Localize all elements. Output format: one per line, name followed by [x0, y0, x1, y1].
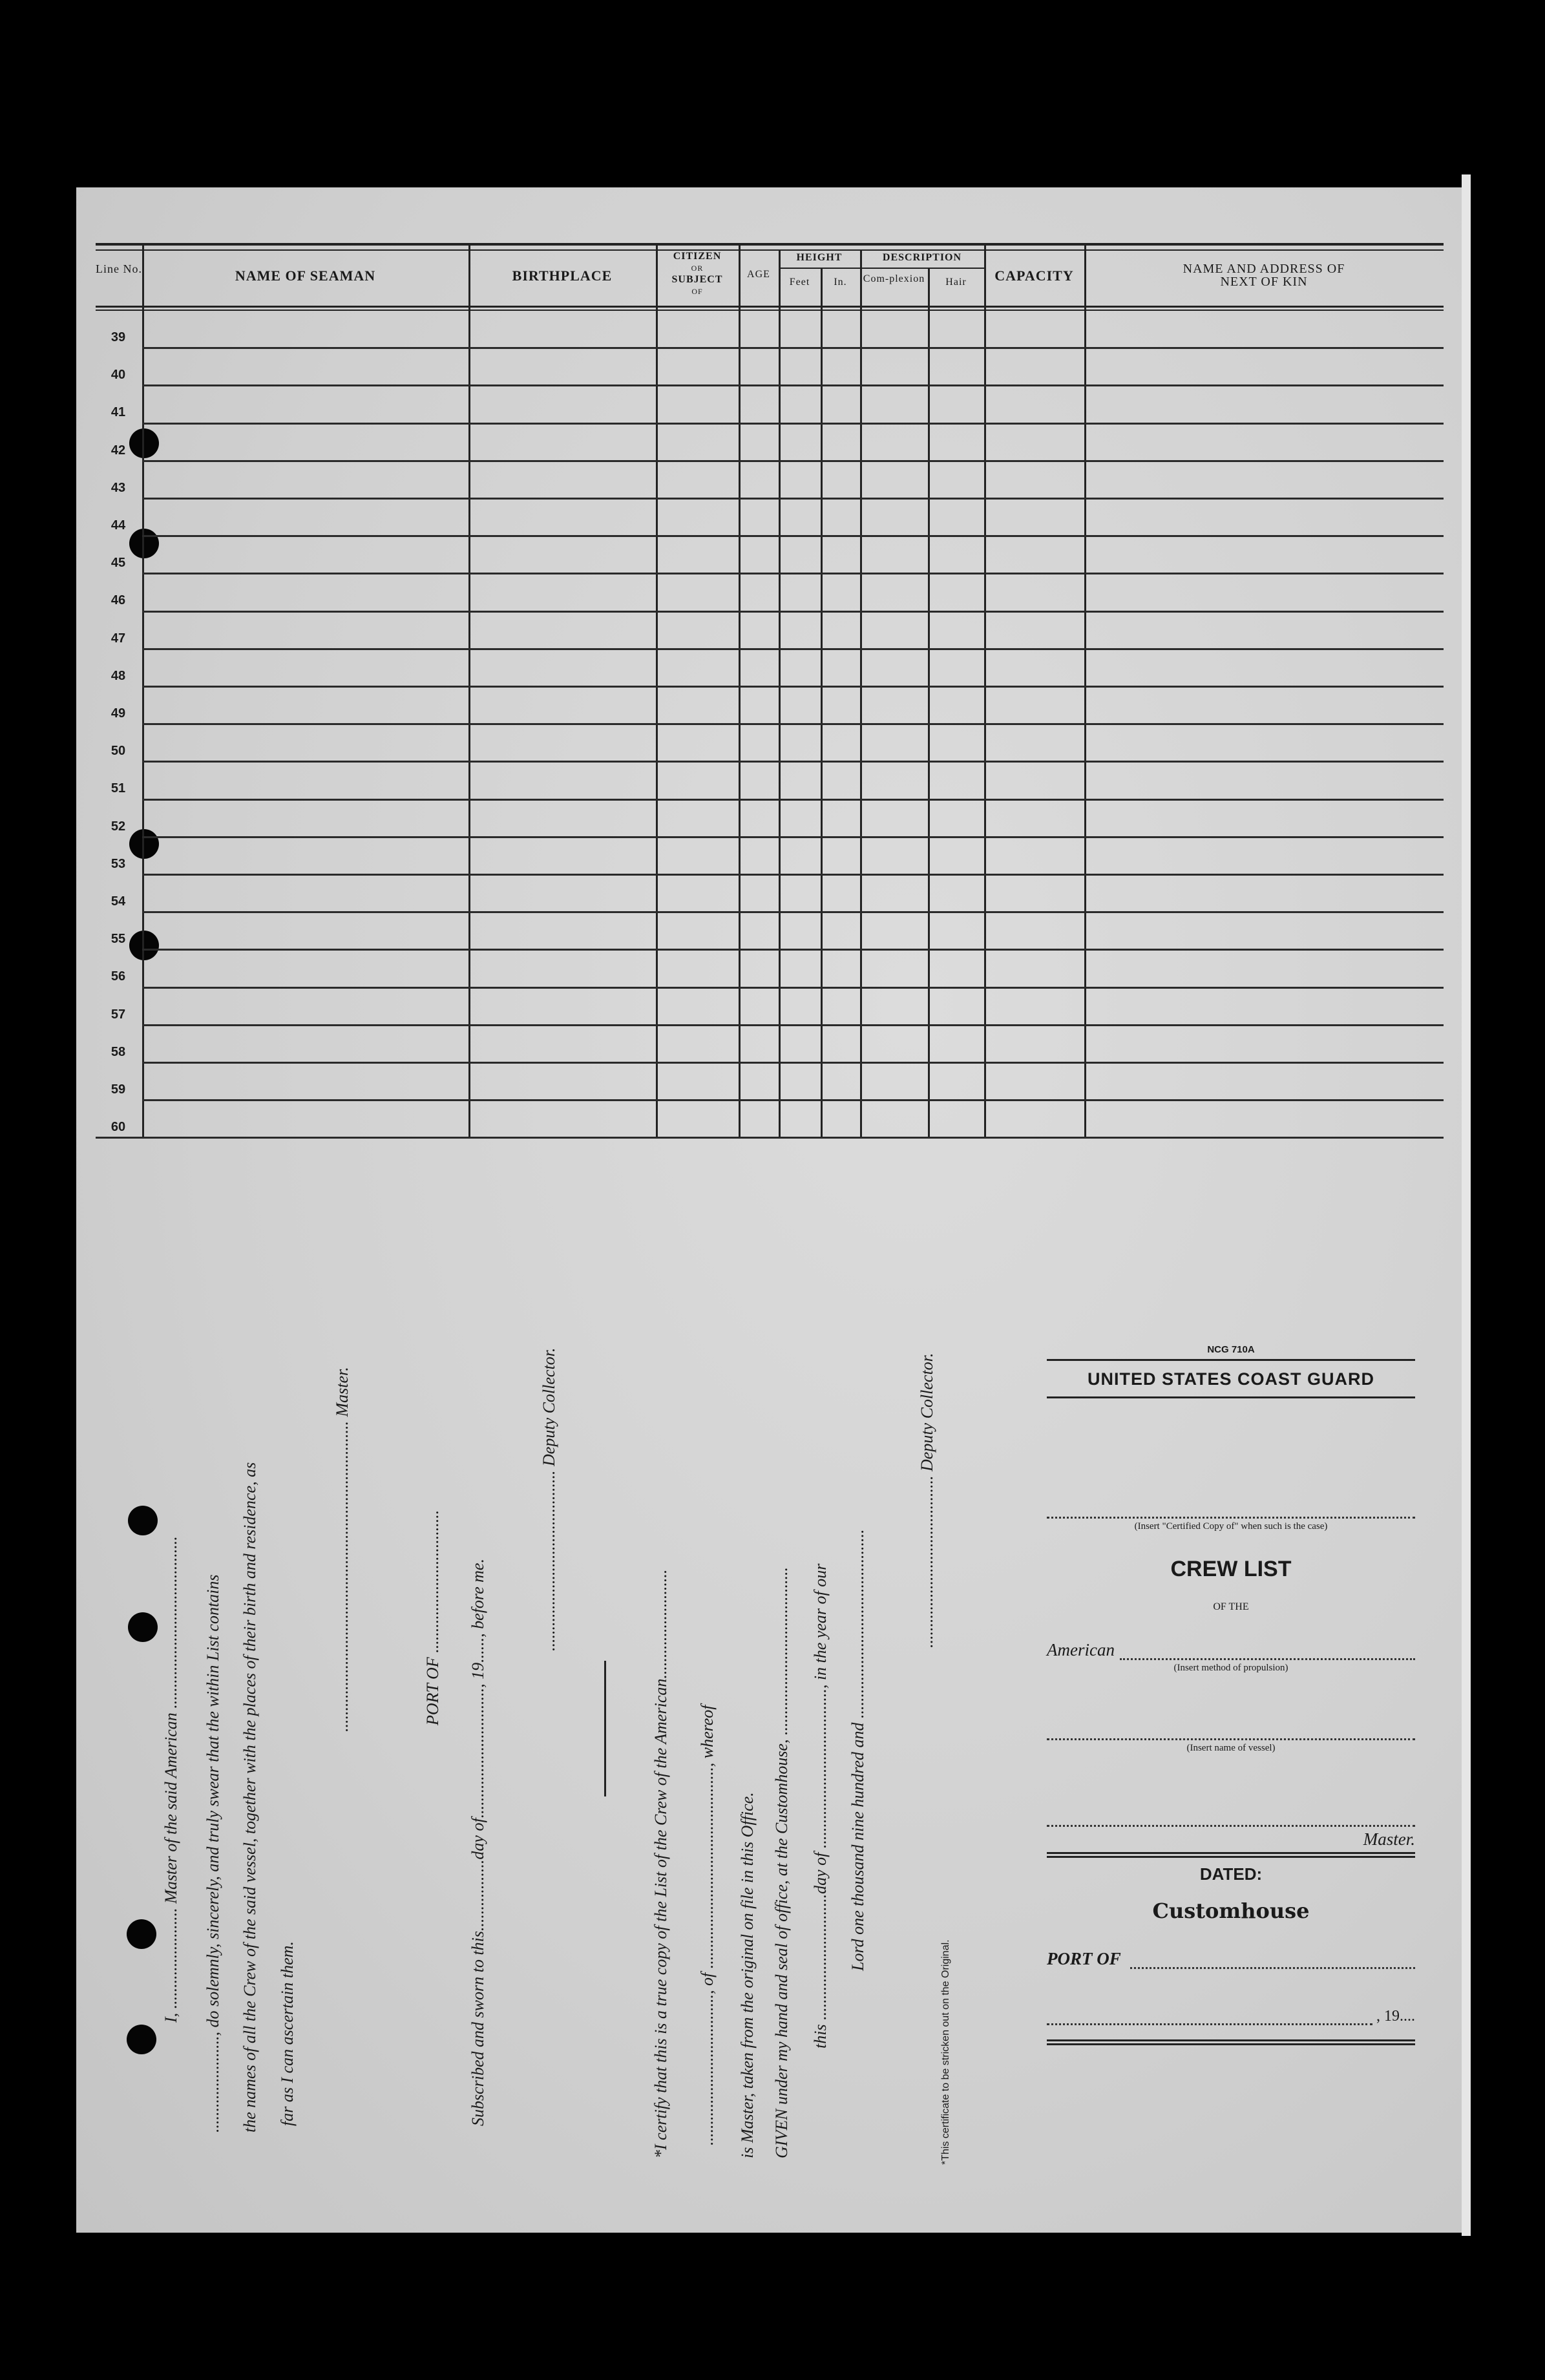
vessel-name-note: (Insert name of vessel) [1186, 1743, 1276, 1753]
header-birthplace: BIRTHPLACE [512, 268, 613, 284]
row-number: 52 [110, 819, 126, 834]
table-row [142, 1099, 1444, 1101]
header-name-of-seaman: NAME OF SEAMAN [235, 268, 376, 284]
header-hair: Hair [945, 277, 967, 288]
row-number: 41 [110, 405, 126, 420]
table-row [142, 384, 1444, 386]
table-row [142, 535, 1444, 537]
is-master-line: is Master, taken from the original on file in this Office. [738, 1792, 757, 2158]
agency-title: UNITED STATES COAST GUARD [1087, 1369, 1374, 1389]
header-description: DESCRIPTION [882, 252, 962, 263]
master-signature-line: .......................................................................... Master. [333, 1367, 352, 1732]
propulsion-note: (Insert method of propulsion) [1173, 1663, 1288, 1673]
port-of-label: PORT OF [1047, 1949, 1121, 1968]
certificate-footnote: *This certificate to be stricken out on the Original. [940, 1939, 951, 2165]
certify-line: *I certify that this is a true copy of the List of the Crew of the American.......................... [651, 1569, 670, 2158]
header-citizen: CITIZEN OR SUBJECT OF [671, 251, 723, 296]
crew-list-title: CREW LIST [1170, 1557, 1292, 1581]
row-number: 48 [110, 668, 126, 683]
certified-copy-line [1047, 1504, 1415, 1519]
this-day-line: this ..............................day of ......................................, in the year of our [811, 1563, 830, 2048]
port-line [1130, 1954, 1415, 1969]
customhouse-label: Customhouse [1152, 1899, 1310, 1923]
date-line [1047, 2010, 1372, 2025]
table-row [96, 1137, 1444, 1139]
row-number: 46 [110, 593, 126, 608]
header-height: HEIGHT [796, 252, 843, 263]
crew-list-cover-panel [1047, 1344, 1415, 2047]
table-row [142, 723, 1444, 725]
table-row [142, 1024, 1444, 1026]
table-row [142, 949, 1444, 951]
row-number: 60 [110, 1120, 126, 1135]
propulsion-line [1120, 1645, 1415, 1660]
oath-line-4: far as I can ascertain them. [278, 1941, 297, 2126]
header-complexion: Com-plexion [863, 273, 925, 284]
header-next-of-kin: NAME AND ADDRESS OF NEXT OF KIN [1182, 262, 1345, 289]
row-number: 59 [110, 1082, 126, 1097]
row-number: 44 [110, 518, 126, 532]
dated-label: DATED: [1199, 1864, 1263, 1884]
row-number: 45 [110, 556, 126, 571]
header-inches: In. [834, 277, 847, 288]
table-row [142, 911, 1444, 913]
row-number: 39 [110, 330, 126, 344]
row-number: 58 [110, 1044, 126, 1059]
table-row [142, 648, 1444, 650]
table-row [142, 761, 1444, 763]
row-number: 47 [110, 631, 126, 646]
oath-line-3: the names of all the Crew of the said vessel, together with the places of their birth and residence, as [240, 1462, 259, 2133]
table-row [142, 799, 1444, 801]
header-capacity: CAPACITY [994, 268, 1074, 284]
row-number: 40 [110, 368, 126, 383]
year-label: , 19.... [1376, 2008, 1415, 2025]
row-number: 55 [110, 932, 126, 947]
divider [604, 1661, 606, 1796]
table-row [142, 347, 1444, 349]
of-the-label: OF THE [1213, 1601, 1249, 1612]
row-number: 56 [110, 969, 126, 984]
table-row [142, 498, 1444, 500]
header-line-no: Line No. [96, 262, 142, 275]
table-row [142, 987, 1444, 989]
row-number: 50 [110, 744, 126, 759]
subscribed-line: Subscribed and sworn to this.................day of..............................., 19......, before me. [468, 1559, 487, 2126]
header-age: AGE [747, 269, 770, 280]
master-name-line [1047, 1812, 1415, 1827]
sheet-edge [1462, 174, 1471, 2236]
table-row [142, 573, 1444, 574]
master-label: Master. [1363, 1829, 1415, 1849]
table-row [142, 611, 1444, 613]
table-row [142, 874, 1444, 876]
vessel-name-line [1047, 1725, 1415, 1740]
oath-block [84, 1195, 1118, 2165]
header-feet: Feet [789, 277, 810, 288]
given-line: GIVEN under my hand and seal of office, at the Customhouse, ........................................ [772, 1567, 791, 2158]
table-row [142, 686, 1444, 688]
table-row [142, 836, 1444, 838]
row-number: 42 [110, 443, 126, 458]
form-number: NCG 710A [1207, 1344, 1255, 1355]
oath-line-2: ......................., do solemnly, sincerely, and truly swear that the within List contains [204, 1574, 222, 2133]
oath-line-1: I, ........................ Master of the said American ......................................... [162, 1536, 180, 2023]
of-whereof-line: ...................................., of ................................................, whereof [698, 1705, 717, 2145]
table-row [142, 460, 1444, 462]
certified-copy-note: (Insert "Certified Copy of" when such is the case) [1134, 1521, 1328, 1532]
deputy-collector-1: ........................................... Deputy Collector. [540, 1347, 558, 1651]
row-number: 49 [110, 706, 126, 721]
table-row [142, 423, 1444, 425]
table-row [142, 1062, 1444, 1064]
row-number: 54 [110, 894, 126, 909]
row-number: 43 [110, 480, 126, 495]
row-number: 51 [110, 781, 126, 796]
lord-line: Lord one thousand nine hundred and ............................................. [848, 1529, 867, 1971]
row-number: 57 [110, 1007, 126, 1022]
row-number: 53 [110, 856, 126, 871]
port-of-line: PORT OF .................................. [423, 1510, 442, 1725]
american-label: American [1047, 1640, 1115, 1659]
deputy-collector-2: ......................................... Deputy Collector. [918, 1353, 936, 1648]
